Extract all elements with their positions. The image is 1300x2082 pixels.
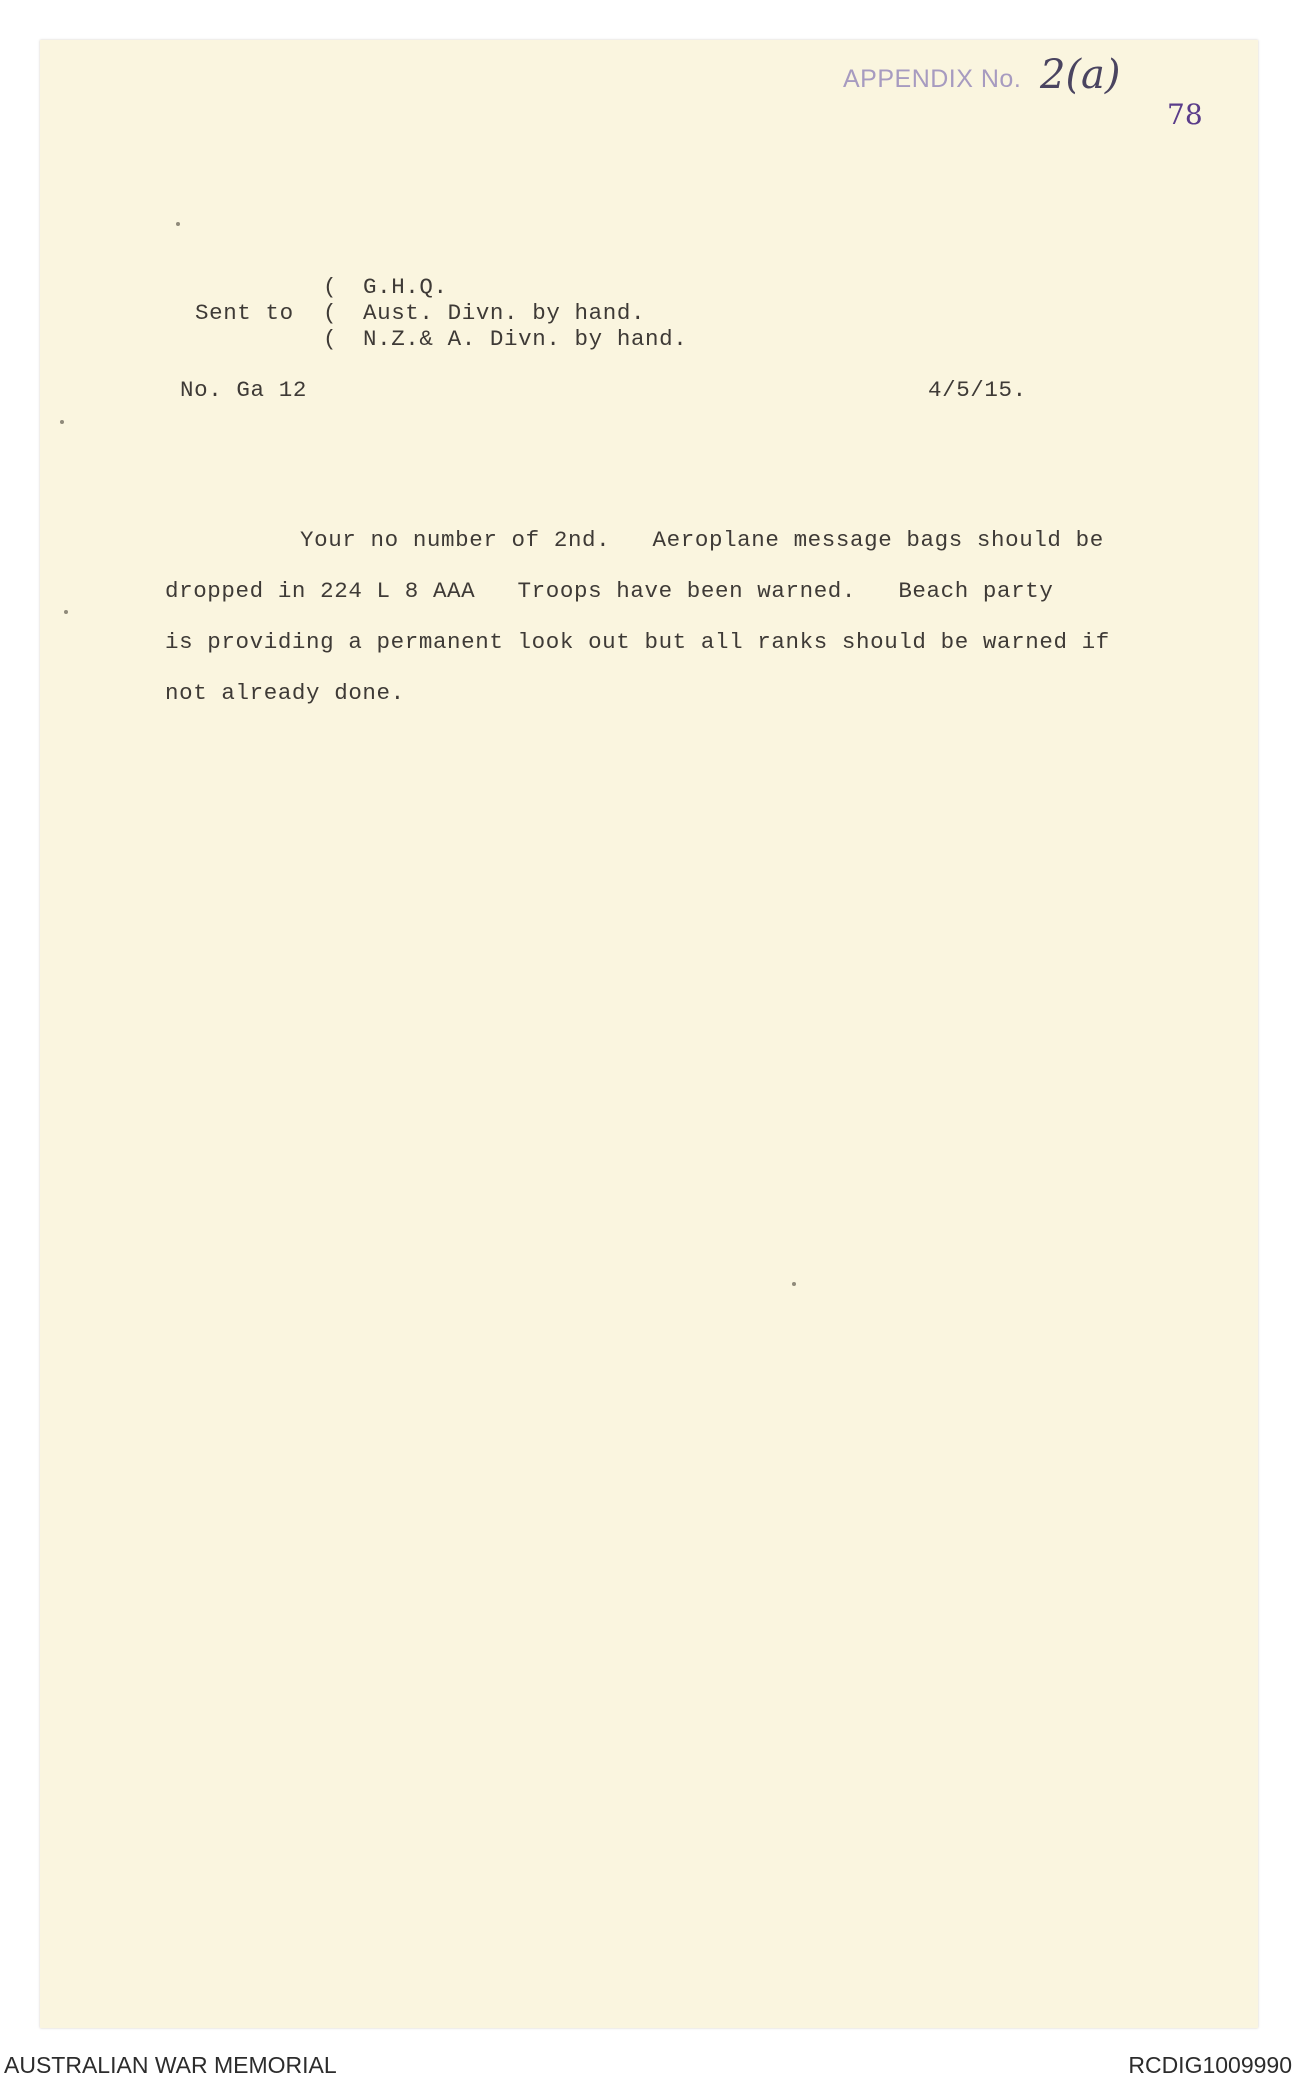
sent-to-label: Sent to: [195, 300, 294, 326]
body-line: dropped in 224 L 8 AAA Troops have been warned. Beach party: [165, 578, 1054, 604]
folio-number: 78: [1167, 98, 1203, 131]
recipient-bracket: (: [323, 300, 338, 326]
body-line: not already done.: [165, 680, 405, 706]
recipient-ghq: G.H.Q.: [363, 274, 448, 300]
recipient-nz-a-divn: N.Z.& A. Divn. by hand.: [363, 326, 688, 352]
paper-mark: [60, 420, 64, 424]
footer-institution: AUSTRALIAN WAR MEMORIAL: [4, 2052, 337, 2078]
body-line: Your no number of 2nd. Aeroplane message bags should be: [300, 527, 1104, 553]
recipient-bracket: (: [323, 326, 338, 352]
body-line: is providing a permanent look out but all ranks should be warned if: [165, 629, 1110, 655]
recipient-bracket: (: [323, 274, 338, 300]
paper-mark: [792, 1282, 796, 1286]
paper-mark: [64, 610, 68, 614]
appendix-stamp: APPENDIX No.: [843, 65, 1022, 93]
appendix-number-handwritten: 2(a): [1040, 52, 1121, 98]
paper-mark: [176, 222, 180, 226]
footer-record-id: RCDIG1009990: [1128, 2052, 1292, 2078]
message-reference: No. Ga 12: [180, 377, 307, 403]
recipient-aust-divn: Aust. Divn. by hand.: [363, 300, 646, 326]
message-date: 4/5/15.: [928, 377, 1027, 403]
